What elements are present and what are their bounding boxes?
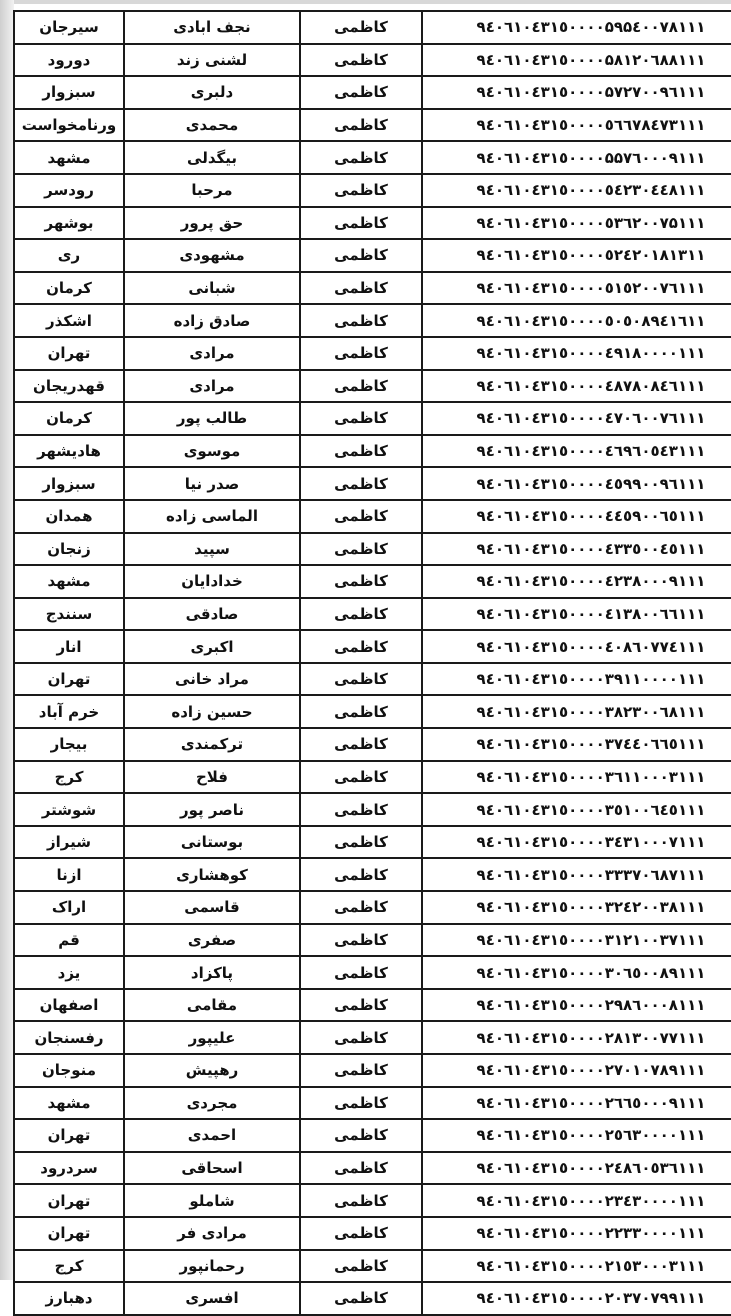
last-name-cell: حق پرور bbox=[124, 207, 300, 240]
city-cell: بوشهر bbox=[14, 207, 124, 240]
last-name-cell: قاسمی bbox=[124, 891, 300, 924]
id-number-cell: ۹٤۰٦۱۰٤۳۱٥۰۰۰۰۳۷٤٤۰٦٦٥۱۱۱ bbox=[422, 728, 731, 761]
first-name-cell: کاظمی bbox=[300, 989, 422, 1022]
city-cell: دورود bbox=[14, 44, 124, 77]
first-name-cell: کاظمی bbox=[300, 1054, 422, 1087]
city-cell: ازنا bbox=[14, 858, 124, 891]
page-left-edge bbox=[0, 0, 14, 1280]
city-cell: سنندج bbox=[14, 598, 124, 631]
table-row bbox=[14, 1184, 731, 1217]
table-row bbox=[14, 500, 731, 533]
city-cell: انار bbox=[14, 630, 124, 663]
city-cell: منوجان bbox=[14, 1054, 124, 1087]
first-name-cell: کاظمی bbox=[300, 500, 422, 533]
id-number-cell: ۹٤۰٦۱۰٤۳۱٥۰۰۰۰۲۷۰۱۰۷۸۹۱۱۱ bbox=[422, 1054, 731, 1087]
table-row bbox=[14, 1087, 731, 1120]
table-row bbox=[14, 565, 731, 598]
id-number-cell: ۹٤۰٦۱۰٤۳۱٥۰۰۰۰٤۲۳۸۰۰۰۹۱۱۱ bbox=[422, 565, 731, 598]
city-cell: هادیشهر bbox=[14, 435, 124, 468]
last-name-cell: ترکمندی bbox=[124, 728, 300, 761]
id-number-cell: ۹٤۰٦۱۰٤۳۱٥۰۰۰۰٤٦۹٦۰٥٤۳۱۱۱ bbox=[422, 435, 731, 468]
last-name-cell: حسین زاده bbox=[124, 695, 300, 728]
last-name-cell: صادقی bbox=[124, 598, 300, 631]
table-row bbox=[14, 370, 731, 403]
last-name-cell: ناصر پور bbox=[124, 793, 300, 826]
first-name-cell: کاظمی bbox=[300, 141, 422, 174]
city-cell: کرمان bbox=[14, 402, 124, 435]
city-cell: سبزوار bbox=[14, 467, 124, 500]
id-number-cell: ۹٤۰٦۱۰٤۳۱٥۰۰۰۰٤۷۰٦۰۰۷٦۱۱۱ bbox=[422, 402, 731, 435]
city-cell: قم bbox=[14, 924, 124, 957]
last-name-cell: مشهودی bbox=[124, 239, 300, 272]
table-row bbox=[14, 141, 731, 174]
city-cell: اشکذر bbox=[14, 304, 124, 337]
id-number-cell: ۹٤۰٦۱۰٤۳۱٥۰۰۰۰۲٥٦۳۰۰۰۰۱۱۱ bbox=[422, 1119, 731, 1152]
first-name-cell: کاظمی bbox=[300, 402, 422, 435]
first-name-cell: کاظمی bbox=[300, 435, 422, 468]
first-name-cell: کاظمی bbox=[300, 1217, 422, 1250]
first-name-cell: کاظمی bbox=[300, 1087, 422, 1120]
last-name-cell: صادق زاده bbox=[124, 304, 300, 337]
last-name-cell: مجردی bbox=[124, 1087, 300, 1120]
table-row bbox=[14, 1250, 731, 1283]
city-cell: اصفهان bbox=[14, 989, 124, 1022]
id-number-cell: ۹٤۰٦۱۰٤۳۱٥۰۰۰۰۳۱۲۱۰۰۳۷۱۱۱ bbox=[422, 924, 731, 957]
table-row bbox=[14, 891, 731, 924]
city-cell: یزد bbox=[14, 956, 124, 989]
last-name-cell: صدر نیا bbox=[124, 467, 300, 500]
last-name-cell: الماسی زاده bbox=[124, 500, 300, 533]
table-row bbox=[14, 239, 731, 272]
first-name-cell: کاظمی bbox=[300, 1184, 422, 1217]
city-cell: تهران bbox=[14, 337, 124, 370]
last-name-cell: لشنی زند bbox=[124, 44, 300, 77]
first-name-cell: کاظمی bbox=[300, 304, 422, 337]
first-name-cell: کاظمی bbox=[300, 11, 422, 44]
id-number-cell: ۹٤۰٦۱۰٤۳۱٥۰۰۰۰٤۳۳٥۰۰٤٥۱۱۱ bbox=[422, 533, 731, 566]
first-name-cell: کاظمی bbox=[300, 761, 422, 794]
table-row bbox=[14, 695, 731, 728]
table-row bbox=[14, 44, 731, 77]
table-row bbox=[14, 207, 731, 240]
table-row bbox=[14, 598, 731, 631]
first-name-cell: کاظمی bbox=[300, 1152, 422, 1185]
city-cell: مشهد bbox=[14, 141, 124, 174]
id-number-cell: ۹٤۰٦۱۰٤۳۱٥۰۰۰۰۵۷۲۷۰۰۹٦۱۱۱ bbox=[422, 76, 731, 109]
first-name-cell: کاظمی bbox=[300, 370, 422, 403]
last-name-cell: فلاح bbox=[124, 761, 300, 794]
first-name-cell: کاظمی bbox=[300, 565, 422, 598]
table-row bbox=[14, 1054, 731, 1087]
id-number-cell: ۹٤۰٦۱۰٤۳۱٥۰۰۰۰۲۰۳۷۰۷۹۹۱۱۱ bbox=[422, 1282, 731, 1315]
first-name-cell: کاظمی bbox=[300, 109, 422, 142]
page-top-edge bbox=[0, 0, 731, 4]
first-name-cell: کاظمی bbox=[300, 1119, 422, 1152]
last-name-cell: بوستانی bbox=[124, 826, 300, 859]
last-name-cell: اکبری bbox=[124, 630, 300, 663]
id-number-cell: ۹٤۰٦۱۰٤۳۱٥۰۰۰۰٤٥۹۹۰۰۹٦۱۱۱ bbox=[422, 467, 731, 500]
last-name-cell: محمدی bbox=[124, 109, 300, 142]
table-row bbox=[14, 174, 731, 207]
city-cell: سبزوار bbox=[14, 76, 124, 109]
first-name-cell: کاظمی bbox=[300, 1282, 422, 1315]
last-name-cell: شاملو bbox=[124, 1184, 300, 1217]
last-name-cell: رحمانپور bbox=[124, 1250, 300, 1283]
city-cell: شوشتر bbox=[14, 793, 124, 826]
last-name-cell: مراد خانی bbox=[124, 663, 300, 696]
city-cell: مشهد bbox=[14, 565, 124, 598]
city-cell: قهدریجان bbox=[14, 370, 124, 403]
id-number-cell: ۹٤۰٦۱۰٤۳۱٥۰۰۰۰۲٤۸٦۰٥۳٦۱۱۱ bbox=[422, 1152, 731, 1185]
last-name-cell: مرادی bbox=[124, 370, 300, 403]
city-cell: رفسنجان bbox=[14, 1021, 124, 1054]
id-number-cell: ۹٤۰٦۱۰٤۳۱٥۰۰۰۰٥۳٦۲۰۰۷۵۱۱۱ bbox=[422, 207, 731, 240]
table-row bbox=[14, 272, 731, 305]
city-cell: اراک bbox=[14, 891, 124, 924]
first-name-cell: کاظمی bbox=[300, 630, 422, 663]
table-row bbox=[14, 826, 731, 859]
first-name-cell: کاظمی bbox=[300, 598, 422, 631]
id-number-cell: ۹٤۰٦۱۰٤۳۱٥۰۰۰۰۵۹۵٤۰۰۷۸۱۱۱ bbox=[422, 11, 731, 44]
id-number-cell: ۹٤۰٦۱۰٤۳۱٥۰۰۰۰۵۵۷٦۰۰۰۹۱۱۱ bbox=[422, 141, 731, 174]
last-name-cell: مرادی فر bbox=[124, 1217, 300, 1250]
city-cell: دهبارز bbox=[14, 1282, 124, 1315]
table-row bbox=[14, 304, 731, 337]
city-cell: کرمان bbox=[14, 272, 124, 305]
city-cell: رودسر bbox=[14, 174, 124, 207]
id-number-cell: ۹٤۰٦۱۰٤۳۱٥۰۰۰۰٤۸۷۸۰۸٤٦۱۱۱ bbox=[422, 370, 731, 403]
table-row bbox=[14, 1021, 731, 1054]
first-name-cell: کاظمی bbox=[300, 956, 422, 989]
last-name-cell: سپید bbox=[124, 533, 300, 566]
id-number-cell: ۹٤۰٦۱۰٤۳۱٥۰۰۰۰٤۰۸٦۰۷۷٤۱۱۱ bbox=[422, 630, 731, 663]
first-name-cell: کاظمی bbox=[300, 891, 422, 924]
table-row bbox=[14, 76, 731, 109]
id-number-cell: ۹٤۰٦۱۰٤۳۱٥۰۰۰۰۲۱٥۳۰۰۰۳۱۱۱ bbox=[422, 1250, 731, 1283]
last-name-cell: علیپور bbox=[124, 1021, 300, 1054]
city-cell: مشهد bbox=[14, 1087, 124, 1120]
last-name-cell: احمدی bbox=[124, 1119, 300, 1152]
city-cell: بیجار bbox=[14, 728, 124, 761]
table-row bbox=[14, 109, 731, 142]
table-row bbox=[14, 1119, 731, 1152]
table-row bbox=[14, 630, 731, 663]
id-number-cell: ۹٤۰٦۱۰٤۳۱٥۰۰۰۰۳۹۱۱۰۰۰۰۱۱۱ bbox=[422, 663, 731, 696]
id-number-cell: ۹٤۰٦۱۰٤۳۱٥۰۰۰۰۲۲۳۳۰۰۰۰۱۱۱ bbox=[422, 1217, 731, 1250]
id-number-cell: ۹٤۰٦۱۰٤۳۱٥۰۰۰۰٥٤۲۳۰٤٤۸۱۱۱ bbox=[422, 174, 731, 207]
first-name-cell: کاظمی bbox=[300, 337, 422, 370]
table-row bbox=[14, 1152, 731, 1185]
last-name-cell: صفری bbox=[124, 924, 300, 957]
city-cell: کرج bbox=[14, 761, 124, 794]
id-number-cell: ۹٤۰٦۱۰٤۳۱٥۰۰۰۰٤۹۱۸۰۰۰۰۱۱۱ bbox=[422, 337, 731, 370]
table-row bbox=[14, 663, 731, 696]
first-name-cell: کاظمی bbox=[300, 1021, 422, 1054]
last-name-cell: اسحاقی bbox=[124, 1152, 300, 1185]
city-cell: تهران bbox=[14, 1119, 124, 1152]
records-table bbox=[13, 10, 731, 1316]
first-name-cell: کاظمی bbox=[300, 239, 422, 272]
city-cell: ورنامخواست bbox=[14, 109, 124, 142]
first-name-cell: کاظمی bbox=[300, 76, 422, 109]
last-name-cell: کوهشاری bbox=[124, 858, 300, 891]
first-name-cell: کاظمی bbox=[300, 207, 422, 240]
city-cell: تهران bbox=[14, 663, 124, 696]
last-name-cell: بیگدلی bbox=[124, 141, 300, 174]
table-row bbox=[14, 467, 731, 500]
first-name-cell: کاظمی bbox=[300, 924, 422, 957]
id-number-cell: ۹٤۰٦۱۰٤۳۱٥۰۰۰۰۳۲٤۲۰۰۳۸۱۱۱ bbox=[422, 891, 731, 924]
last-name-cell: نجف ابادی bbox=[124, 11, 300, 44]
id-number-cell: ۹٤۰٦۱۰٤۳۱٥۰۰۰۰٥۱٥۲۰۰۷٦۱۱۱ bbox=[422, 272, 731, 305]
first-name-cell: کاظمی bbox=[300, 858, 422, 891]
table-row bbox=[14, 793, 731, 826]
id-number-cell: ۹٤۰٦۱۰٤۳۱٥۰۰۰۰۳۸۲۳۰۰٦۸۱۱۱ bbox=[422, 695, 731, 728]
id-number-cell: ۹٤۰٦۱۰٤۳۱٥۰۰۰۰۳۳۳۷۰٦۸۷۱۱۱ bbox=[422, 858, 731, 891]
id-number-cell: ۹٤۰٦۱۰٤۳۱٥۰۰۰۰۲۸۱۳۰۰۷۷۱۱۱ bbox=[422, 1021, 731, 1054]
id-number-cell: ۹٤۰٦۱۰٤۳۱٥۰۰۰۰۳٤۳۱۰۰۰۷۱۱۱ bbox=[422, 826, 731, 859]
first-name-cell: کاظمی bbox=[300, 272, 422, 305]
last-name-cell: مرحبا bbox=[124, 174, 300, 207]
last-name-cell: مرادی bbox=[124, 337, 300, 370]
last-name-cell: خدادایان bbox=[124, 565, 300, 598]
last-name-cell: افسری bbox=[124, 1282, 300, 1315]
id-number-cell: ۹٤۰٦۱۰٤۳۱٥۰۰۰۰٤۱۳۸۰۰٦٦۱۱۱ bbox=[422, 598, 731, 631]
city-cell: تهران bbox=[14, 1184, 124, 1217]
last-name-cell: مقامی bbox=[124, 989, 300, 1022]
last-name-cell: پاکزاد bbox=[124, 956, 300, 989]
table-row bbox=[14, 761, 731, 794]
last-name-cell: شبانی bbox=[124, 272, 300, 305]
id-number-cell: ۹٤۰٦۱۰٤۳۱٥۰۰۰۰۲۳٤۳۰۰۰۰۱۱۱ bbox=[422, 1184, 731, 1217]
first-name-cell: کاظمی bbox=[300, 728, 422, 761]
id-number-cell: ۹٤۰٦۱۰٤۳۱٥۰۰۰۰۳۰٦٥۰۰۸۹۱۱۱ bbox=[422, 956, 731, 989]
city-cell: سیرجان bbox=[14, 11, 124, 44]
table-row bbox=[14, 956, 731, 989]
table-row bbox=[14, 337, 731, 370]
table-row bbox=[14, 533, 731, 566]
city-cell: خرم آباد bbox=[14, 695, 124, 728]
id-number-cell: ۹٤۰٦۱۰٤۳۱٥۰۰۰۰۳٦۱۱۰۰۰۳۱۱۱ bbox=[422, 761, 731, 794]
id-number-cell: ۹٤۰٦۱۰٤۳۱٥۰۰۰۰٥٦٦۷۸٤۷۳۱۱۱ bbox=[422, 109, 731, 142]
id-number-cell: ۹٤۰٦۱۰٤۳۱٥۰۰۰۰۲۹۸٦۰۰۰۸۱۱۱ bbox=[422, 989, 731, 1022]
id-number-cell: ۹٤۰٦۱۰٤۳۱٥۰۰۰۰۳٥۱۰۰٦٤٥۱۱۱ bbox=[422, 793, 731, 826]
table-row bbox=[14, 435, 731, 468]
last-name-cell: رهپیش bbox=[124, 1054, 300, 1087]
first-name-cell: کاظمی bbox=[300, 174, 422, 207]
city-cell: ری bbox=[14, 239, 124, 272]
table-row bbox=[14, 989, 731, 1022]
last-name-cell: موسوی bbox=[124, 435, 300, 468]
id-number-cell: ۹٤۰٦۱۰٤۳۱٥۰۰۰۰٥۰٥۰۸۹٤۱٦۱۱ bbox=[422, 304, 731, 337]
last-name-cell: طالب پور bbox=[124, 402, 300, 435]
id-number-cell: ۹٤۰٦۱۰٤۳۱٥۰۰۰۰۵۸۱۲۰٦۸۸۱۱۱ bbox=[422, 44, 731, 77]
table-row bbox=[14, 924, 731, 957]
city-cell: شیراز bbox=[14, 826, 124, 859]
last-name-cell: دلبری bbox=[124, 76, 300, 109]
first-name-cell: کاظمی bbox=[300, 663, 422, 696]
city-cell: کرج bbox=[14, 1250, 124, 1283]
first-name-cell: کاظمی bbox=[300, 793, 422, 826]
city-cell: سردرود bbox=[14, 1152, 124, 1185]
table-row bbox=[14, 728, 731, 761]
table-row bbox=[14, 402, 731, 435]
table-row bbox=[14, 858, 731, 891]
id-number-cell: ۹٤۰٦۱۰٤۳۱٥۰۰۰۰٤٤٥۹۰۰٦٥۱۱۱ bbox=[422, 500, 731, 533]
city-cell: تهران bbox=[14, 1217, 124, 1250]
first-name-cell: کاظمی bbox=[300, 533, 422, 566]
city-cell: همدان bbox=[14, 500, 124, 533]
table-row bbox=[14, 11, 731, 44]
first-name-cell: کاظمی bbox=[300, 44, 422, 77]
id-number-cell: ۹٤۰٦۱۰٤۳۱٥۰۰۰۰۲٦٦٥۰۰۰۹۱۱۱ bbox=[422, 1087, 731, 1120]
city-cell: زنجان bbox=[14, 533, 124, 566]
first-name-cell: کاظمی bbox=[300, 467, 422, 500]
records-table-body bbox=[14, 11, 731, 1315]
first-name-cell: کاظمی bbox=[300, 695, 422, 728]
first-name-cell: کاظمی bbox=[300, 826, 422, 859]
first-name-cell: کاظمی bbox=[300, 1250, 422, 1283]
id-number-cell: ۹٤۰٦۱۰٤۳۱٥۰۰۰۰٥۲٤۲۰۱۸۱۳۱۱ bbox=[422, 239, 731, 272]
table-row bbox=[14, 1282, 731, 1315]
table-row bbox=[14, 1217, 731, 1250]
